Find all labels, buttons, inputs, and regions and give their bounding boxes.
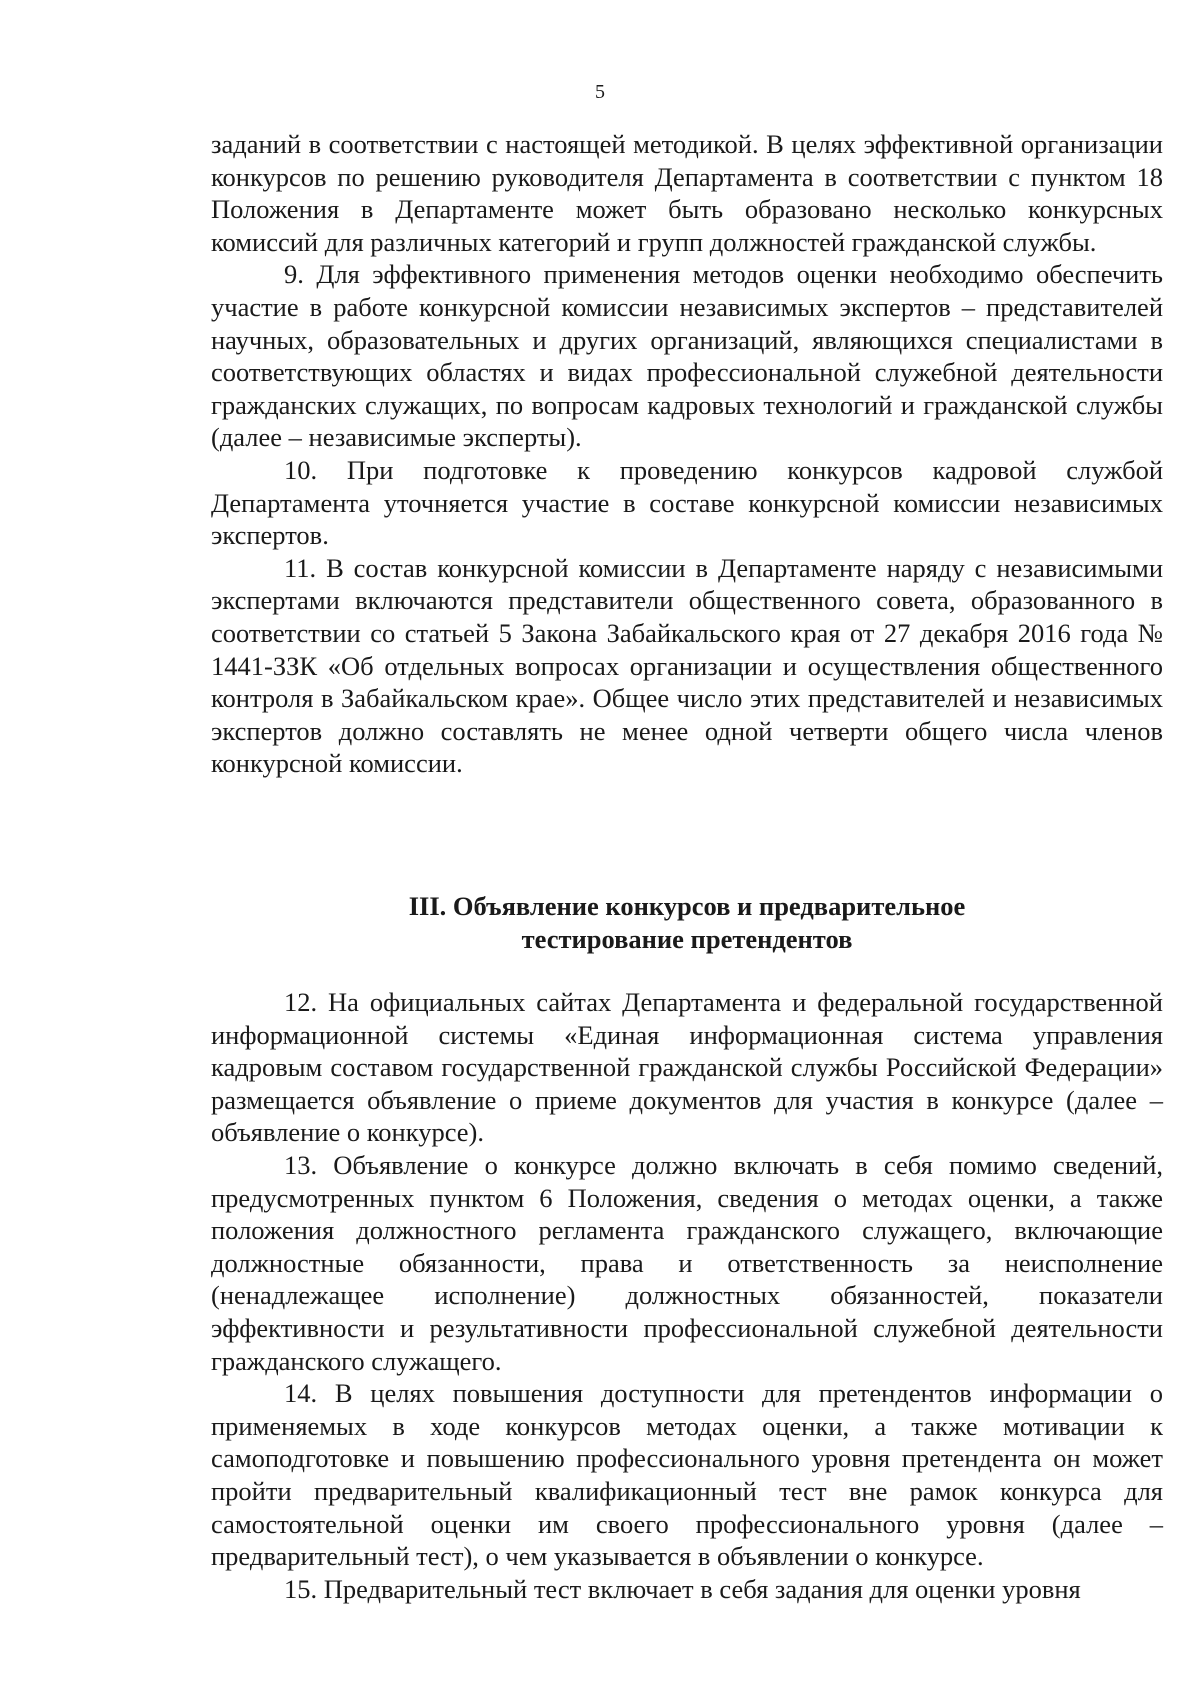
section-heading xyxy=(211,890,1163,956)
section-heading-line-2: тестирование претендентов xyxy=(521,924,853,954)
section-heading-line-1: III. Объявление конкурсов и предварительное xyxy=(408,891,966,921)
paragraph-item-13: 13. Объявление о конкурсе должно включать в себя помимо сведений, предусмотренных пунктом 6 Положения, сведения о методах оценки, а также положения должностного регламента гражданского служащего, включающие должностные обязанности, права и ответственность за неисполнение (ненадлежащее исполнение) должностных обязанностей, показатели эффективности и результативности профессиональной служебной деятельности гражданского служащего. xyxy=(211,1149,1163,1376)
paragraph-continuation: заданий в соответствии с настоящей методикой. В целях эффективной организации конкурсов по решению руководителя Департамента в соответствии с пунктом 18 Положения в Департаменте может быть образовано несколько конкурсных комиссий для различных категорий и групп должностей гражданской службы. xyxy=(211,129,1163,257)
body-text-bottom xyxy=(211,986,1163,1605)
page-number: 5 xyxy=(595,81,605,103)
paragraph-item-14: 14. В целях повышения доступности для претендентов информации о применяемых в ходе конкурсов методах оценки, а также мотивации к самоподготовке и повышению профессионального уровня претендента он может пройти предварительный квалификационный тест вне рамок конкурса для самостоятельной оценки им своего профессионального уровня (далее – предварительный тест), о чем указывается в объявлении о конкурсе. xyxy=(211,1378,1163,1572)
paragraph-item-10: 10. При подготовке к проведению конкурсов кадровой службой Департамента уточняется участие в составе конкурсной комиссии независимых экспертов. xyxy=(211,454,1163,551)
paragraph-item-9: 9. Для эффективного применения методов оценки необходимо обеспечить участие в работе конкурсной комиссии независимых экспертов – представителей научных, образовательных и других организаций, являющихся специалистами в соответствующих областях и видах профессиональной служебной деятельности гражданских служащих, по вопросам кадровых технологий и гражданской службы (далее – независимые эксперты). xyxy=(211,259,1163,453)
paragraph-item-15: 15. Предварительный тест включает в себя задания для оценки уровня xyxy=(284,1573,1081,1604)
paragraph-item-11: 11. В состав конкурсной комиссии в Департаменте наряду с независимыми экспертами включаются представители общественного совета, образованного в соответствии со статьей 5 Закона Забайкальского края от 27 декабря 2016 года № 1441-ЗЗК «Об отдельных вопросах организации и осуществления общественного контроля в Забайкальском крае». Общее число этих представителей и независимых экспертов должно составлять не менее одной четверти общего числа членов конкурсной комиссии. xyxy=(211,552,1163,779)
body-text-top xyxy=(211,128,1163,780)
paragraph-item-12: 12. На официальных сайтах Департамента и федеральной государственной информационной системы «Единая информационная система управления кадровым составом государственной гражданской службы Российской Федерации» размещается объявление о приеме документов для участия в конкурсе (далее – объявление о конкурсе). xyxy=(211,987,1163,1148)
